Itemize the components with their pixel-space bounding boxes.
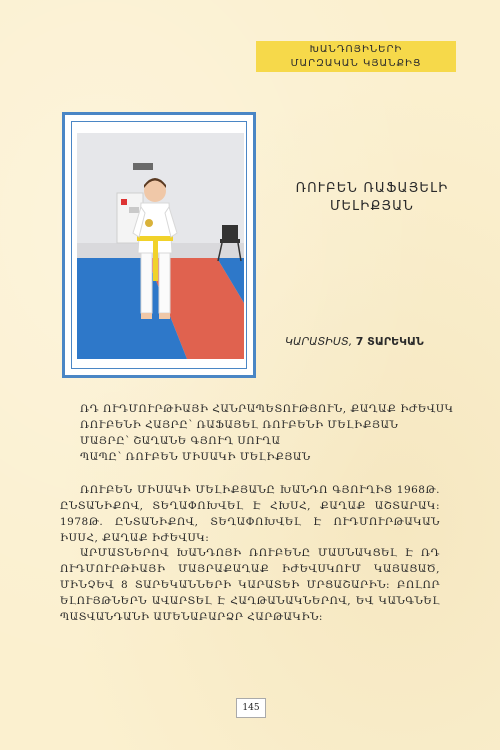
section-header-banner xyxy=(256,41,456,72)
athlete-photo xyxy=(77,133,244,359)
page-number: 145 xyxy=(236,698,266,718)
family-line-grandfather: ՊԱՊԸ՝ ՌՈՒԲԵՆ ՄԻՍԱԿԻ ՄԵԼԻՔՅԱՆ xyxy=(80,451,311,463)
family-line-mother: ՄԱՅՐԸ՝ ՇԱՂԱՆԵ ԳՅՈՒՂ ՍՈՒՂԱ xyxy=(80,435,281,447)
athlete-name-line1: ՌՈՒԲԵՆ ՌԱՖԱՅԵԼԻ xyxy=(295,181,449,196)
athlete-photo-illustration xyxy=(77,133,244,359)
family-line-location: ՌԴ ՈՒԴՄՈՒՐԹԻԱՅԻ ՀԱՆՐԱՊԵՏՈՒԹՅՈՒՆ, ՔԱՂԱՔ ԻԺԵՎՍԿ xyxy=(80,403,454,415)
athlete-age: 7 ՏԱՐԵԿԱՆ xyxy=(355,335,424,348)
athlete-sport-age xyxy=(285,335,424,348)
athlete-sport: ԿԱՐԱՏԻՍՏ, xyxy=(285,335,353,348)
family-info xyxy=(80,401,454,465)
section-header-line2: ՄԱՐԶԱԿԱՆ ԿՅԱՆՔԻՑ xyxy=(290,58,422,69)
paragraph-history: ՌՈՒԲԵՆ ՄԻՍԱԿԻ ՄԵԼԻՔՅԱՆԸ ԽԱՆԴՈ ԳՅՈՒՂԻՑ 1968Թ. ԸՆՏԱՆԻՔՈՎ, ՏԵՂԱՓՈԽՎԵԼ Է ՀԽՍՀ, ՔԱՂԱՔ ԱՇՏԱՐԱԿ: 1978Թ. ԸՆՏԱՆԻՔՈՎ, ՏԵՂԱՓՈԽՎԵԼ Է ՈՒԴՄՈՒՐԹԱԿԱՆ ԻՍՍՀ, ՔԱՂԱՔ ԻԺԵՎՍԿ: xyxy=(60,484,440,544)
athlete-name-line2: ՄԵԼԻՔՅԱՆ xyxy=(329,199,415,214)
family-line-father: ՌՈՒԲԵՆԻ ՀԱՅՐԸ՝ ՌԱՖԱՅԵԼ ՌՈՒԲԵՆԻ ՄԵԼԻՔՅԱՆ xyxy=(80,419,399,431)
athlete-name xyxy=(272,180,472,216)
section-header-line1: ԽԱՆԴՈՅԻՆԵՐԻ xyxy=(309,44,403,55)
paragraph-achievement: ԱՐՄԱՏՆԵՐՈՎ ԽԱՆԴՈՅԻ ՌՈՒԲԵՆԸ ՄԱՍՆԱԿՑԵԼ Է ՌԴ ՈՒԴՄՈՒՐԹԻԱՅԻ ՄԱՅՐԱՔԱՂԱՔ ԻԺԵՎՍԿՈՒՄ ԿԱՅԱՑԱԾ, ՄԻՆՉԵՎ 8 ՏԱՐԵԿԱՆՆԵՐԻ ԿԱՐԱՏԵԻ ՄՐՑԱՇԱՐԻՆ: ԲՈԼՈՐ ԵԼՈՒՅԹՆԵՐՆ ԱՎԱՐՏԵԼ Է ՀԱՂԹԱՆԱԿՆԵՐՈՎ, ԵՎ ԿԱՆԳՆԵԼ ՊԱՏՎԱՆԴԱՆԻ ԱՄԵՆԱԲԱՐՁՐ ՀԱՐԹԱԿԻՆ: xyxy=(60,547,440,623)
photo-frame xyxy=(62,112,256,378)
